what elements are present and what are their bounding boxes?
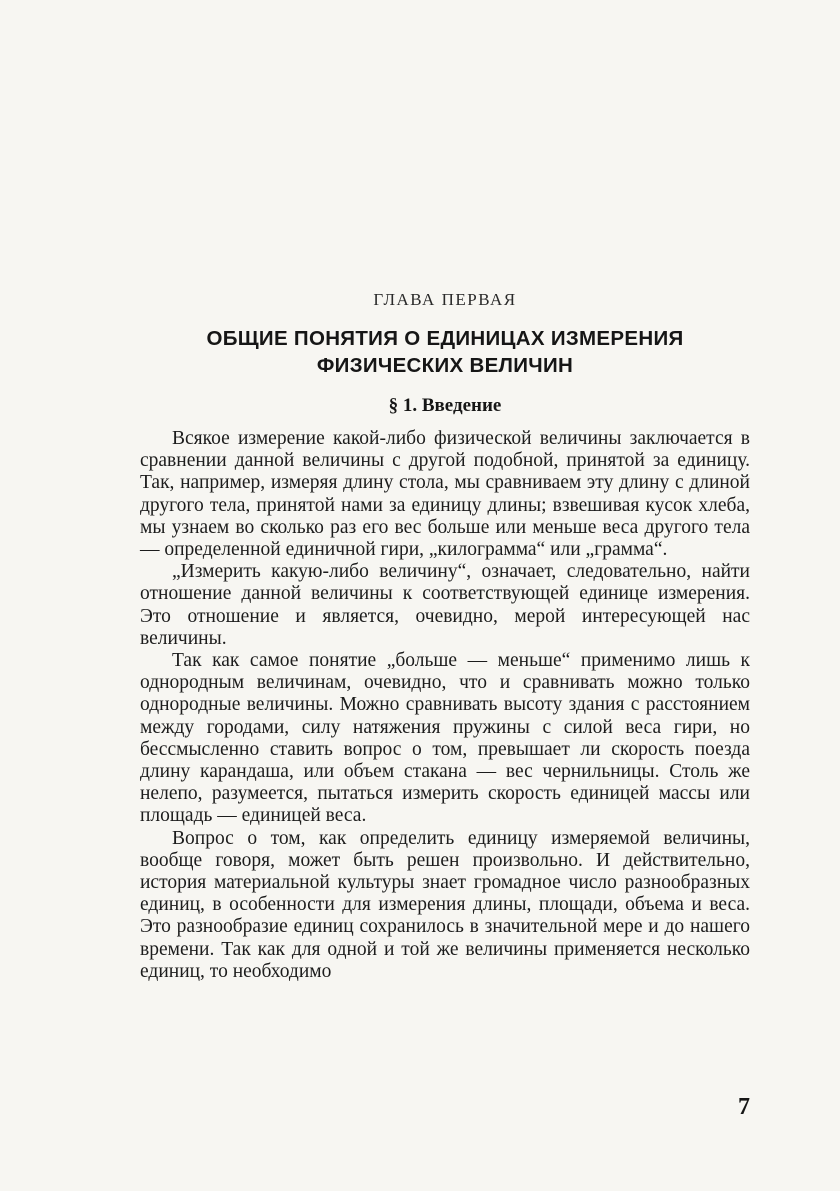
chapter-title-line-2: ФИЗИЧЕСКИХ ВЕЛИЧИН	[316, 354, 574, 377]
chapter-label: ГЛАВА ПЕРВАЯ	[373, 290, 517, 309]
paragraph-2: „Измерить какую-либо величину“, означает, следовательно, найти отношение данной величины к соответствующей единице измерения. Это отношение и является, очевидно, мерой интересующей нас величины.	[140, 561, 750, 649]
section-title: § 1. Введение	[388, 395, 502, 416]
page-number: 7	[738, 1094, 750, 1120]
book-page	[140, 0, 750, 1191]
chapter-title	[140, 325, 750, 379]
paragraph-1: Всякое измерение какой-либо физической величины заключается в сравнении данной величины с другой подобной, принятой за единицу. Так, например, измеряя длину стола, мы сравниваем эту длину с длиной другого тела, принятой нами за единицу длины; взвешивая кусок хлеба, мы узнаем во сколько раз его вес больше или меньше веса другого тела — определенной единичной гири, „килограмма“ или „грамма“.	[140, 428, 750, 561]
body-text	[140, 428, 750, 983]
paragraph-3: Так как самое понятие „больше — меньше“ применимо лишь к однородным величинам, очевидно, что и сравнивать можно только однородные величины. Можно сравнивать высоту здания с расстоянием между городами, силу натяжения пружины с силой веса гири, но бессмысленно ставить вопрос о том, превышает ли скорость поезда длину карандаша, или объем стакана — вес чернильницы. Столь же нелепо, разумеется, пытаться измерить скорость единицей массы или площадь — единицей веса.	[140, 650, 750, 827]
chapter-title-line-1: ОБЩИЕ ПОНЯТИЯ О ЕДИНИЦАХ ИЗМЕРЕНИЯ	[206, 327, 684, 350]
paragraph-4: Вопрос о том, как определить единицу измеряемой величины, вообще говоря, может быть решен произвольно. И действительно, история материальной культуры знает громадное число разнообразных единиц, в особенности для измерения длины, площади, объема и веса. Это разнообразие единиц сохранилось в значительной мере и до нашего времени. Так как для одной и той же величины применяется несколько единиц, то необходимо	[140, 827, 750, 982]
